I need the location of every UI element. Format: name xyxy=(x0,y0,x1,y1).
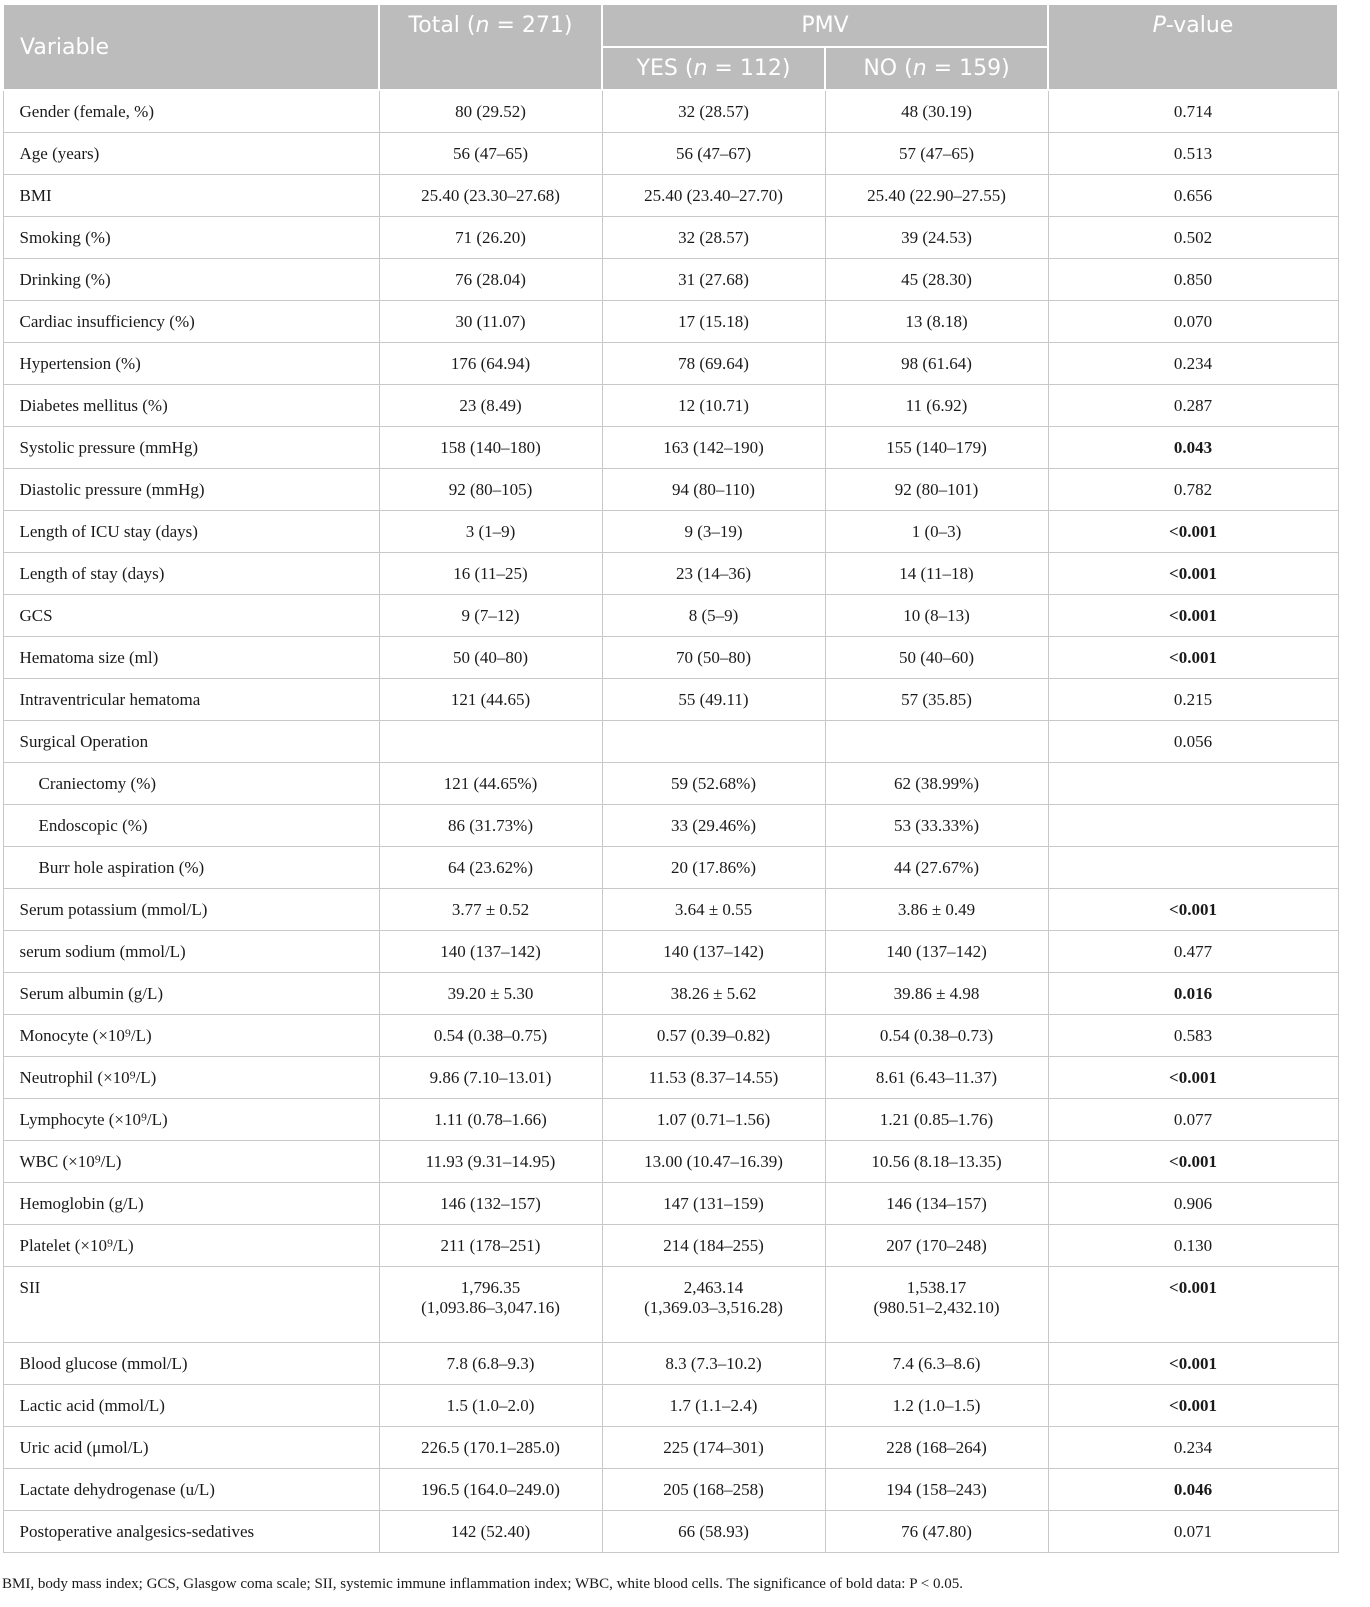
cell-yes: 0.57 (0.39–0.82) xyxy=(602,1015,825,1057)
cell-total: 1,796.35 (1,093.86–3,047.16) xyxy=(379,1267,602,1343)
cell-total: 23 (8.49) xyxy=(379,385,602,427)
cell-p-value: 0.287 xyxy=(1048,385,1338,427)
row-label: Age (years) xyxy=(3,133,379,175)
cell-p-value: <0.001 xyxy=(1048,637,1338,679)
cell-no: 13 (8.18) xyxy=(825,301,1048,343)
cell-total: 80 (29.52) xyxy=(379,90,602,133)
row-label: Surgical Operation xyxy=(3,721,379,763)
row-label: Smoking (%) xyxy=(3,217,379,259)
table-row xyxy=(3,301,1338,343)
row-label: serum sodium (mmol/L) xyxy=(3,931,379,973)
cell-yes: 8 (5–9) xyxy=(602,595,825,637)
cell-no: 14 (11–18) xyxy=(825,553,1048,595)
table-row xyxy=(3,175,1338,217)
table-row xyxy=(3,1427,1338,1469)
cell-no: 57 (47–65) xyxy=(825,133,1048,175)
cell-no: 140 (137–142) xyxy=(825,931,1048,973)
cell-total: 142 (52.40) xyxy=(379,1511,602,1553)
cell-p-value: 0.502 xyxy=(1048,217,1338,259)
cell-yes: 13.00 (10.47–16.39) xyxy=(602,1141,825,1183)
table-row xyxy=(3,1385,1338,1427)
table-row xyxy=(3,427,1338,469)
table-row xyxy=(3,595,1338,637)
cell-yes: 2,463.14 (1,369.03–3,516.28) xyxy=(602,1267,825,1343)
cell-yes: 32 (28.57) xyxy=(602,217,825,259)
header-total: Total (n = 271) xyxy=(379,4,602,90)
table-row xyxy=(3,805,1338,847)
cell-yes: 140 (137–142) xyxy=(602,931,825,973)
table-row xyxy=(3,637,1338,679)
cell-no: 11 (6.92) xyxy=(825,385,1048,427)
cell-no: 98 (61.64) xyxy=(825,343,1048,385)
cell-no: 155 (140–179) xyxy=(825,427,1048,469)
cell-no: 1,538.17 (980.51–2,432.10) xyxy=(825,1267,1048,1343)
row-label: Diastolic pressure (mmHg) xyxy=(3,469,379,511)
cell-yes xyxy=(602,721,825,763)
row-label: Intraventricular hematoma xyxy=(3,679,379,721)
cell-p-value xyxy=(1048,847,1338,889)
cell-no: 53 (33.33%) xyxy=(825,805,1048,847)
cell-p-value: <0.001 xyxy=(1048,511,1338,553)
cell-yes: 31 (27.68) xyxy=(602,259,825,301)
cell-yes: 78 (69.64) xyxy=(602,343,825,385)
cell-yes: 205 (168–258) xyxy=(602,1469,825,1511)
cell-yes: 214 (184–255) xyxy=(602,1225,825,1267)
cell-total: 9 (7–12) xyxy=(379,595,602,637)
cell-total: 176 (64.94) xyxy=(379,343,602,385)
cell-yes: 147 (131–159) xyxy=(602,1183,825,1225)
row-label: Drinking (%) xyxy=(3,259,379,301)
cell-no: 1 (0–3) xyxy=(825,511,1048,553)
row-label: Systolic pressure (mmHg) xyxy=(3,427,379,469)
cell-p-value: 0.046 xyxy=(1048,1469,1338,1511)
table-row xyxy=(3,847,1338,889)
cell-no: 0.54 (0.38–0.73) xyxy=(825,1015,1048,1057)
cell-total: 86 (31.73%) xyxy=(379,805,602,847)
cell-p-value: 0.130 xyxy=(1048,1225,1338,1267)
cell-p-value xyxy=(1048,805,1338,847)
cell-yes: 25.40 (23.40–27.70) xyxy=(602,175,825,217)
row-label: Lactic acid (mmol/L) xyxy=(3,1385,379,1427)
cell-total: 3 (1–9) xyxy=(379,511,602,553)
cell-yes: 32 (28.57) xyxy=(602,90,825,133)
cell-yes: 55 (49.11) xyxy=(602,679,825,721)
table-row xyxy=(3,90,1338,133)
cell-no: 62 (38.99%) xyxy=(825,763,1048,805)
cell-yes: 20 (17.86%) xyxy=(602,847,825,889)
cell-no: 57 (35.85) xyxy=(825,679,1048,721)
cell-yes: 163 (142–190) xyxy=(602,427,825,469)
cell-p-value: 0.234 xyxy=(1048,1427,1338,1469)
cell-no: 48 (30.19) xyxy=(825,90,1048,133)
row-label: Postoperative analgesics-sedatives xyxy=(3,1511,379,1553)
cell-p-value: <0.001 xyxy=(1048,1057,1338,1099)
cell-p-value: 0.234 xyxy=(1048,343,1338,385)
cell-yes: 70 (50–80) xyxy=(602,637,825,679)
row-label: Craniectomy (%) xyxy=(3,763,379,805)
cell-no: 76 (47.80) xyxy=(825,1511,1048,1553)
cell-total: 158 (140–180) xyxy=(379,427,602,469)
cell-total: 9.86 (7.10–13.01) xyxy=(379,1057,602,1099)
cell-yes: 56 (47–67) xyxy=(602,133,825,175)
row-label: Lymphocyte (×10⁹/L) xyxy=(3,1099,379,1141)
cell-no: 3.86 ± 0.49 xyxy=(825,889,1048,931)
cell-p-value: 0.071 xyxy=(1048,1511,1338,1553)
cell-yes: 11.53 (8.37–14.55) xyxy=(602,1057,825,1099)
cell-yes: 23 (14–36) xyxy=(602,553,825,595)
row-label: Blood glucose (mmol/L) xyxy=(3,1343,379,1385)
cell-p-value: 0.583 xyxy=(1048,1015,1338,1057)
cell-p-value: <0.001 xyxy=(1048,889,1338,931)
cell-no: 39.86 ± 4.98 xyxy=(825,973,1048,1015)
table-row xyxy=(3,553,1338,595)
cell-total: 140 (137–142) xyxy=(379,931,602,973)
cell-no xyxy=(825,721,1048,763)
table-row xyxy=(3,679,1338,721)
cell-no: 44 (27.67%) xyxy=(825,847,1048,889)
row-label: Lactate dehydrogenase (u/L) xyxy=(3,1469,379,1511)
row-label: Endoscopic (%) xyxy=(3,805,379,847)
cell-total: 50 (40–80) xyxy=(379,637,602,679)
cell-p-value: <0.001 xyxy=(1048,1385,1338,1427)
cell-total: 146 (132–157) xyxy=(379,1183,602,1225)
cell-total: 1.11 (0.78–1.66) xyxy=(379,1099,602,1141)
cell-total: 25.40 (23.30–27.68) xyxy=(379,175,602,217)
table-row xyxy=(3,721,1338,763)
cell-total: 0.54 (0.38–0.75) xyxy=(379,1015,602,1057)
table-row xyxy=(3,1343,1338,1385)
cell-p-value: 0.215 xyxy=(1048,679,1338,721)
row-label: Serum potassium (mmol/L) xyxy=(3,889,379,931)
cell-p-value: 0.782 xyxy=(1048,469,1338,511)
cell-no: 10.56 (8.18–13.35) xyxy=(825,1141,1048,1183)
cell-no: 1.21 (0.85–1.76) xyxy=(825,1099,1048,1141)
cell-yes: 33 (29.46%) xyxy=(602,805,825,847)
table-body xyxy=(3,90,1338,1553)
cell-no: 25.40 (22.90–27.55) xyxy=(825,175,1048,217)
row-label: Length of stay (days) xyxy=(3,553,379,595)
cell-yes: 17 (15.18) xyxy=(602,301,825,343)
baseline-characteristics-table xyxy=(2,3,1339,1553)
table-row xyxy=(3,217,1338,259)
header-variable: Variable xyxy=(3,4,379,90)
table-row xyxy=(3,1141,1338,1183)
row-label: Uric acid (μmol/L) xyxy=(3,1427,379,1469)
cell-no: 50 (40–60) xyxy=(825,637,1048,679)
cell-yes: 12 (10.71) xyxy=(602,385,825,427)
cell-total: 226.5 (170.1–285.0) xyxy=(379,1427,602,1469)
cell-total: 92 (80–105) xyxy=(379,469,602,511)
cell-p-value: <0.001 xyxy=(1048,1141,1338,1183)
table-row xyxy=(3,133,1338,175)
cell-p-value: 0.077 xyxy=(1048,1099,1338,1141)
cell-p-value: 0.043 xyxy=(1048,427,1338,469)
header-p-value: P-value xyxy=(1048,4,1338,90)
cell-total: 211 (178–251) xyxy=(379,1225,602,1267)
cell-total xyxy=(379,721,602,763)
table-row xyxy=(3,1015,1338,1057)
cell-no: 10 (8–13) xyxy=(825,595,1048,637)
cell-yes: 66 (58.93) xyxy=(602,1511,825,1553)
row-label: SII xyxy=(3,1267,379,1343)
cell-no: 8.61 (6.43–11.37) xyxy=(825,1057,1048,1099)
row-label: WBC (×10⁹/L) xyxy=(3,1141,379,1183)
cell-total: 56 (47–65) xyxy=(379,133,602,175)
cell-p-value: 0.070 xyxy=(1048,301,1338,343)
cell-p-value: 0.513 xyxy=(1048,133,1338,175)
table-row xyxy=(3,973,1338,1015)
cell-p-value: <0.001 xyxy=(1048,1343,1338,1385)
row-label: Platelet (×10⁹/L) xyxy=(3,1225,379,1267)
cell-total: 39.20 ± 5.30 xyxy=(379,973,602,1015)
cell-p-value: 0.850 xyxy=(1048,259,1338,301)
cell-no: 45 (28.30) xyxy=(825,259,1048,301)
row-label: Hypertension (%) xyxy=(3,343,379,385)
row-label: Diabetes mellitus (%) xyxy=(3,385,379,427)
table-row xyxy=(3,1267,1338,1343)
table-row xyxy=(3,1469,1338,1511)
cell-yes: 38.26 ± 5.62 xyxy=(602,973,825,1015)
table-row xyxy=(3,1183,1338,1225)
row-label: Gender (female, %) xyxy=(3,90,379,133)
cell-p-value: <0.001 xyxy=(1048,553,1338,595)
header-no: NO (n = 159) xyxy=(825,47,1048,90)
cell-total: 121 (44.65) xyxy=(379,679,602,721)
cell-total: 71 (26.20) xyxy=(379,217,602,259)
cell-total: 7.8 (6.8–9.3) xyxy=(379,1343,602,1385)
table-row xyxy=(3,1511,1338,1553)
cell-p-value: 0.656 xyxy=(1048,175,1338,217)
header-yes: YES (n = 112) xyxy=(602,47,825,90)
cell-no: 39 (24.53) xyxy=(825,217,1048,259)
cell-yes: 59 (52.68%) xyxy=(602,763,825,805)
cell-no: 207 (170–248) xyxy=(825,1225,1048,1267)
table-row xyxy=(3,763,1338,805)
cell-yes: 8.3 (7.3–10.2) xyxy=(602,1343,825,1385)
row-label: GCS xyxy=(3,595,379,637)
cell-total: 16 (11–25) xyxy=(379,553,602,595)
table-row xyxy=(3,385,1338,427)
cell-total: 11.93 (9.31–14.95) xyxy=(379,1141,602,1183)
table-row xyxy=(3,1225,1338,1267)
cell-p-value: <0.001 xyxy=(1048,1267,1338,1343)
cell-no: 146 (134–157) xyxy=(825,1183,1048,1225)
cell-total: 30 (11.07) xyxy=(379,301,602,343)
table-row xyxy=(3,1099,1338,1141)
row-label: Hematoma size (ml) xyxy=(3,637,379,679)
footnote: BMI, body mass index; GCS, Glasgow coma scale; SII, systemic immune inflammation index; WBC, white blood cells. The significance of bold data: P < 0.05. xyxy=(2,1576,963,1592)
cell-yes: 3.64 ± 0.55 xyxy=(602,889,825,931)
cell-yes: 1.07 (0.71–1.56) xyxy=(602,1099,825,1141)
row-label: Cardiac insufficiency (%) xyxy=(3,301,379,343)
cell-total: 64 (23.62%) xyxy=(379,847,602,889)
cell-total: 76 (28.04) xyxy=(379,259,602,301)
row-label: Neutrophil (×10⁹/L) xyxy=(3,1057,379,1099)
row-label: Serum albumin (g/L) xyxy=(3,973,379,1015)
table-row xyxy=(3,1057,1338,1099)
table-row xyxy=(3,343,1338,385)
cell-yes: 225 (174–301) xyxy=(602,1427,825,1469)
cell-total: 121 (44.65%) xyxy=(379,763,602,805)
row-label: BMI xyxy=(3,175,379,217)
row-label: Length of ICU stay (days) xyxy=(3,511,379,553)
cell-yes: 9 (3–19) xyxy=(602,511,825,553)
cell-no: 92 (80–101) xyxy=(825,469,1048,511)
cell-total: 1.5 (1.0–2.0) xyxy=(379,1385,602,1427)
row-label: Hemoglobin (g/L) xyxy=(3,1183,379,1225)
table-row xyxy=(3,889,1338,931)
cell-p-value xyxy=(1048,763,1338,805)
cell-no: 228 (168–264) xyxy=(825,1427,1048,1469)
cell-no: 7.4 (6.3–8.6) xyxy=(825,1343,1048,1385)
cell-no: 194 (158–243) xyxy=(825,1469,1048,1511)
cell-p-value: 0.056 xyxy=(1048,721,1338,763)
table-row xyxy=(3,511,1338,553)
cell-yes: 94 (80–110) xyxy=(602,469,825,511)
cell-no: 1.2 (1.0–1.5) xyxy=(825,1385,1048,1427)
header-pmv: PMV xyxy=(602,4,1048,47)
cell-p-value: 0.906 xyxy=(1048,1183,1338,1225)
table-row xyxy=(3,259,1338,301)
cell-total: 3.77 ± 0.52 xyxy=(379,889,602,931)
row-label: Monocyte (×10⁹/L) xyxy=(3,1015,379,1057)
table-row xyxy=(3,469,1338,511)
cell-p-value: 0.714 xyxy=(1048,90,1338,133)
row-label: Burr hole aspiration (%) xyxy=(3,847,379,889)
cell-p-value: 0.477 xyxy=(1048,931,1338,973)
cell-yes: 1.7 (1.1–2.4) xyxy=(602,1385,825,1427)
cell-p-value: <0.001 xyxy=(1048,595,1338,637)
cell-total: 196.5 (164.0–249.0) xyxy=(379,1469,602,1511)
cell-p-value: 0.016 xyxy=(1048,973,1338,1015)
table-row xyxy=(3,931,1338,973)
